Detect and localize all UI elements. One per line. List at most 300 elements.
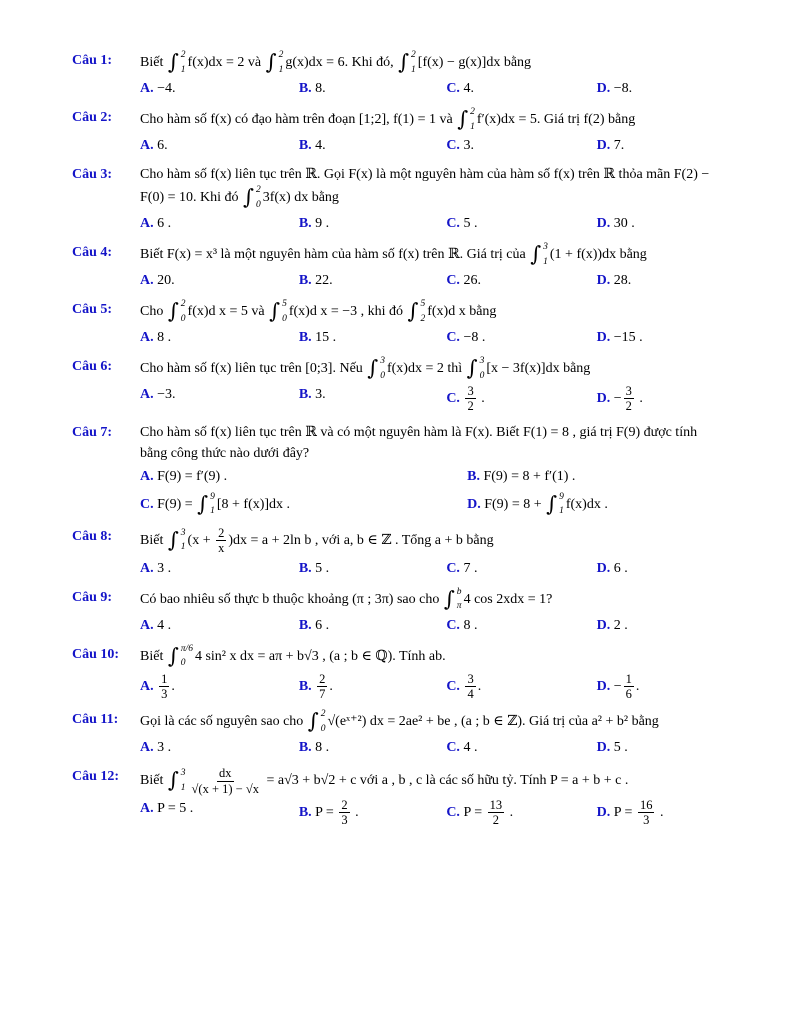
question-text: Biết ∫ 2 1 f(x)dx = 2 và ∫ 2 1 g(x)dx = 6. Khi đó, ∫ 2 1 [f(x) − g(x)]dx bằng <box>140 50 532 75</box>
answer-text: 8 . <box>157 330 172 345</box>
answer-option-b[interactable] <box>299 135 441 156</box>
answer-option-a[interactable] <box>140 213 293 234</box>
fraction <box>638 798 655 828</box>
question-header <box>72 526 724 556</box>
answer-letter: A. <box>140 468 154 484</box>
answer-option-d[interactable] <box>597 384 724 414</box>
answer-text: 2 . <box>613 617 628 633</box>
answer-text: 6. <box>157 138 168 153</box>
integral-sign: ∫ <box>269 299 281 324</box>
answer-letter: D. <box>596 740 611 756</box>
answer-option-a[interactable] <box>140 135 293 156</box>
answer-letter: B. <box>467 468 480 484</box>
fraction <box>488 798 505 828</box>
fraction-denominator: 3 <box>161 686 168 701</box>
answer-option-a[interactable] <box>140 466 461 487</box>
answer-letter: B. <box>298 138 312 153</box>
integral-symbol <box>168 299 187 325</box>
answer-letter: D. <box>596 216 611 231</box>
integral-symbol <box>546 492 565 518</box>
question-label: Câu 7: <box>72 424 113 440</box>
answer-text: − $\frac{3}{2}$ . <box>613 384 643 414</box>
integral-symbol <box>367 356 386 382</box>
answer-text: 8 . <box>315 740 330 756</box>
answer-letter: C. <box>446 678 460 694</box>
question-label: Câu 1: <box>72 53 113 68</box>
integral-symbol <box>408 299 427 325</box>
answer-letter: C. <box>446 273 460 288</box>
integral-sign: ∫ <box>398 50 410 75</box>
question-label: Câu 3: <box>72 167 113 182</box>
integral-sign: ∫ <box>265 50 277 75</box>
question-text: Có bao nhiêu số thực b thuộc khoảng (π ; 3π) sao cho ∫ b π 4 cos 2xdx = 1? <box>140 586 553 611</box>
fraction <box>624 384 634 414</box>
answer-letter: D. <box>596 617 611 633</box>
integral-upper-limit: 2 <box>180 50 186 60</box>
question <box>72 644 724 702</box>
fraction-numerator: 2 <box>218 525 225 540</box>
fraction <box>465 384 475 414</box>
answer-text: $\frac{2}{7}$ . <box>319 671 333 701</box>
integral-lower-limit: 1 <box>559 506 564 517</box>
answer-option-b[interactable] <box>299 78 441 99</box>
answer-option-d[interactable] <box>597 737 724 758</box>
answer-option-d[interactable] <box>467 492 724 518</box>
integral-sign: ∫ <box>167 299 179 324</box>
answer-option-a[interactable] <box>140 384 293 414</box>
answer-text: 3. <box>315 387 326 402</box>
question-label: Câu 6: <box>72 359 113 374</box>
integral-lower-limit: 1 <box>180 64 186 75</box>
answer-letter: A. <box>140 387 154 402</box>
integral-symbol <box>243 185 262 211</box>
answer-text: 7. <box>613 138 625 153</box>
answer-row <box>140 615 724 636</box>
answer-text: 4. <box>463 81 474 96</box>
question-label: Câu 2: <box>72 110 113 125</box>
answer-row <box>140 78 724 99</box>
answer-row <box>140 798 724 828</box>
answer-letter: A. <box>140 678 154 694</box>
fraction-denominator: x <box>218 541 225 556</box>
integral-lower-limit: 1 <box>470 121 475 132</box>
answer-option-c[interactable] <box>446 672 590 702</box>
fraction-denominator: 7 <box>319 686 326 701</box>
question-text: Cho hàm số f(x) có đạo hàm trên đoạn [1;2], f(1) = 1 và ∫ 2 1 f′(x)dx = 5. Giá trị f(2) bằng <box>140 107 636 132</box>
question-header <box>72 356 724 382</box>
answer-letter: A. <box>140 801 154 816</box>
integral-upper-limit: π/6 <box>180 643 193 654</box>
integral-sign: ∫ <box>407 299 419 324</box>
question-header <box>72 242 724 268</box>
integral-sign: ∫ <box>243 185 254 210</box>
integral-lower-limit: 0 <box>380 370 385 381</box>
integral-upper-limit: 3 <box>479 356 485 366</box>
question <box>72 422 724 518</box>
integral-sign: ∫ <box>167 527 179 552</box>
integral-lower-limit: 2 <box>420 313 426 324</box>
answer-letter: A. <box>140 740 154 756</box>
integral-lower-limit: 0 <box>320 723 326 734</box>
fraction-numerator: dx <box>219 766 232 781</box>
fraction <box>190 766 261 796</box>
answer-text: 22. <box>315 273 333 288</box>
answer-letter: D. <box>596 330 611 345</box>
question <box>72 299 724 348</box>
answer-text: −15 . <box>613 330 643 345</box>
integral-lower-limit: 0 <box>180 658 186 668</box>
answer-text: F(9) = f′(9) . <box>157 468 228 484</box>
answer-option-a[interactable] <box>140 270 293 291</box>
integral-upper-limit: 2 <box>180 299 186 309</box>
answer-option-a[interactable] <box>140 78 293 99</box>
answer-text: P = 5 . <box>157 801 194 816</box>
answer-option-c[interactable] <box>446 615 590 636</box>
question-text: Biết ∫ 3 1 $\frac{dx}{√(x + 1) - √x}$ = a√3 + b√2 + c với a , b , c là các số hữu tỷ. Tính P = a + b + c . <box>140 766 629 796</box>
answer-letter: C. <box>446 560 460 576</box>
answer-letter: D. <box>596 138 611 153</box>
answer-letter: C. <box>446 805 460 821</box>
fraction-numerator: 3 <box>467 384 474 398</box>
question-header <box>72 164 724 211</box>
integral-upper-limit: 3 <box>380 356 385 366</box>
fraction <box>339 798 349 828</box>
fraction-denominator: 3 <box>643 813 650 828</box>
answer-option-c[interactable] <box>446 327 590 348</box>
answer-option-b[interactable] <box>299 737 441 758</box>
answer-option-d[interactable] <box>597 558 724 579</box>
integral-sign: ∫ <box>530 242 542 267</box>
answer-option-b[interactable] <box>299 615 441 636</box>
answer-option-a[interactable] <box>140 615 293 636</box>
answer-letter: D. <box>596 678 611 694</box>
answer-option-a[interactable] <box>140 672 293 702</box>
answer-letter: B. <box>298 216 312 231</box>
answer-text: −4. <box>157 81 176 96</box>
answer-letter: B. <box>298 560 312 576</box>
answer-letter: B. <box>298 387 312 402</box>
answer-text: 4. <box>315 138 326 153</box>
question-label: Câu 11: <box>72 712 119 728</box>
fraction <box>624 672 634 702</box>
question <box>72 587 724 636</box>
integral-sign: ∫ <box>307 709 319 734</box>
answer-letter: B. <box>298 678 312 694</box>
integral-sign: ∫ <box>457 107 469 132</box>
answer-option-a[interactable] <box>140 737 293 758</box>
integral-lower-limit: 1 <box>543 256 548 267</box>
answer-option-a[interactable] <box>140 798 293 828</box>
answer-text: 8 . <box>463 617 478 633</box>
answer-letter: A. <box>140 330 154 345</box>
answer-letter: D. <box>596 81 611 96</box>
answer-option-b[interactable] <box>299 327 441 348</box>
question-label: Câu 4: <box>72 245 113 260</box>
answer-text: −8. <box>613 81 633 96</box>
answer-option-b[interactable] <box>299 672 441 702</box>
answer-letter: A. <box>140 138 154 153</box>
answer-option-c[interactable] <box>446 78 590 99</box>
fraction-denominator: 2 <box>492 813 499 828</box>
answer-option-d[interactable] <box>597 327 724 348</box>
answer-letter: A. <box>140 81 154 96</box>
answer-letter: C. <box>446 138 460 153</box>
integral-lower-limit: 1 <box>411 64 416 75</box>
answer-letter: C. <box>446 216 460 231</box>
answer-letter: D. <box>596 805 611 821</box>
integral-upper-limit: 2 <box>255 185 261 195</box>
answer-letter: C. <box>446 81 460 96</box>
fraction <box>159 672 169 702</box>
answer-text: F(9) = 8 + f′(1) . <box>483 468 576 484</box>
question <box>72 50 724 99</box>
question-text: Biết ∫ π/6 0 4 sin² x dx = aπ + b√3 , (a ; b ∈ ℚ). Tính ab. <box>140 643 446 668</box>
answer-option-d[interactable] <box>597 135 724 156</box>
integral-symbol <box>197 492 216 518</box>
answer-row <box>140 135 724 156</box>
integral-upper-limit: b <box>456 586 462 597</box>
answer-option-c[interactable] <box>446 135 590 156</box>
fraction <box>216 526 226 556</box>
answer-letter: A. <box>140 216 154 231</box>
answer-text: F(9) = 8 + ∫ 9 1 f(x)dx . <box>484 491 608 517</box>
answer-text: 3 . <box>157 560 172 576</box>
integral-symbol <box>168 528 187 554</box>
integral-symbol <box>530 242 549 268</box>
answer-row <box>140 737 724 758</box>
answer-option-b[interactable] <box>299 270 441 291</box>
integral-symbol <box>308 709 327 735</box>
question-header <box>72 50 724 76</box>
answer-text: −3. <box>157 387 176 402</box>
question-label: Câu 8: <box>72 528 113 544</box>
fraction-numerator: 3 <box>467 671 474 686</box>
answer-option-c[interactable] <box>446 798 590 828</box>
answer-text: 8. <box>315 81 326 96</box>
question-header <box>72 644 724 670</box>
fraction-numerator: 2 <box>341 798 348 812</box>
answer-row <box>140 384 724 414</box>
question-label: Câu 5: <box>72 302 113 317</box>
integral-upper-limit: 2 <box>320 709 326 720</box>
integral-upper-limit: 2 <box>470 107 475 117</box>
fraction-denominator: 2 <box>467 399 474 414</box>
fraction-numerator: 13 <box>489 798 503 812</box>
answer-option-d[interactable] <box>597 213 724 234</box>
fraction <box>317 672 327 702</box>
answer-option-c[interactable] <box>446 558 590 579</box>
answer-letter: D. <box>596 560 611 576</box>
integral-symbol <box>266 50 285 76</box>
integral-lower-limit: π <box>456 601 462 611</box>
question <box>72 766 724 828</box>
question-header <box>72 587 724 613</box>
answer-text: 5 . <box>463 216 478 231</box>
answer-row <box>140 558 724 579</box>
integral-lower-limit: 1 <box>180 542 186 553</box>
question <box>72 164 724 234</box>
fraction-numerator: 2 <box>319 671 326 686</box>
question-header <box>72 709 724 735</box>
integral-sign: ∫ <box>367 356 379 381</box>
answer-letter: B. <box>298 273 312 288</box>
answer-option-c[interactable] <box>446 270 590 291</box>
answer-option-a[interactable] <box>140 558 293 579</box>
answer-text: 6 . <box>613 560 628 576</box>
answer-text: 20. <box>157 273 175 288</box>
answer-letter: B. <box>298 81 312 96</box>
answer-text: −8 . <box>463 330 486 345</box>
integral-symbol <box>168 644 194 670</box>
answer-text: P = $\frac{13}{2}$ . <box>463 798 514 828</box>
answer-text: 9 . <box>315 216 330 231</box>
integral-upper-limit: 3 <box>543 242 548 252</box>
fraction-numerator: 1 <box>161 671 168 686</box>
answer-letter: B. <box>298 617 312 633</box>
fraction-denominator: √(x + 1) − √x <box>191 781 259 796</box>
fraction <box>465 672 475 702</box>
answer-text: 26. <box>463 273 481 288</box>
answer-letter: B. <box>298 805 312 821</box>
answer-text: 30 . <box>613 216 635 231</box>
question <box>72 526 724 579</box>
answer-option-d[interactable] <box>597 615 724 636</box>
answer-letter: C. <box>140 496 154 512</box>
answer-text: 15 . <box>315 330 337 345</box>
question-label: Câu 10: <box>72 646 120 662</box>
integral-upper-limit: 3 <box>180 527 186 538</box>
integral-sign: ∫ <box>443 586 455 611</box>
answer-text: 6 . <box>157 216 172 231</box>
integral-lower-limit: 0 <box>180 313 186 324</box>
answer-text: − $\frac{1}{6}$ . <box>613 671 640 701</box>
question-label: Câu 12: <box>72 769 120 785</box>
answer-option-d[interactable] <box>597 672 724 702</box>
answer-letter: C. <box>446 617 460 633</box>
question-header <box>72 107 724 133</box>
answer-option-d[interactable] <box>597 78 724 99</box>
answer-row <box>140 672 724 702</box>
answer-text: 5 . <box>315 560 330 576</box>
answer-option-d[interactable] <box>597 270 724 291</box>
question-text: Cho hàm số f(x) liên tục trên ℝ và có một nguyên hàm là F(x). Biết F(1) = 8 , giá trị F(9) được tính bằng công thức nào dưới đây? <box>140 424 698 461</box>
answer-option-b[interactable] <box>299 384 441 414</box>
answer-option-a[interactable] <box>140 327 293 348</box>
answer-text: 6 . <box>315 617 330 633</box>
integral-symbol <box>457 107 476 133</box>
answer-text: F(9) = ∫ 9 1 [8 + f(x)]dx . <box>157 491 291 517</box>
integral-symbol <box>398 50 417 76</box>
integral-lower-limit: 0 <box>282 313 287 324</box>
fraction-numerator: 3 <box>625 384 632 398</box>
integral-symbol <box>168 768 187 794</box>
answer-option-d[interactable] <box>597 798 724 828</box>
answer-letter: C. <box>446 740 460 756</box>
fraction-denominator: 4 <box>467 686 474 701</box>
question-text: Cho hàm số f(x) liên tục trên ℝ. Gọi F(x) là một nguyên hàm của hàm số f(x) trên ℝ thỏa mãn F(2) − F(0) = 10. Khi đó ∫ 2 0 3f(x) dx bằng <box>140 167 710 210</box>
question-text: Gọi là các số nguyên sao cho ∫ 2 0 √(eˣ⁺²) dx = 2ae² + be , (a ; b ∈ ℤ). Giá trị của a² + b² bằng <box>140 709 659 734</box>
answer-row <box>140 213 724 234</box>
question <box>72 356 724 414</box>
integral-sign: ∫ <box>167 768 179 793</box>
answer-letter: D. <box>596 273 611 288</box>
question-text: Cho hàm số f(x) liên tục trên [0;3]. Nếu ∫ 3 0 f(x)dx = 2 thì ∫ 3 0 [x − 3f(x)]dx bằng <box>140 356 591 381</box>
answer-letter: D. <box>596 391 611 407</box>
answer-option-b[interactable] <box>299 213 441 234</box>
answer-text: $\frac{1}{3}$ . <box>161 671 175 701</box>
integral-symbol <box>467 356 486 382</box>
answer-letter: C. <box>446 391 460 407</box>
integral-lower-limit: 1 <box>278 64 284 75</box>
answer-text: 28. <box>613 273 632 288</box>
answer-text: P = $\frac{2}{3}$ . <box>315 798 359 828</box>
question-label: Câu 9: <box>72 589 113 605</box>
answer-text: 5 . <box>613 740 628 756</box>
answer-text: $\frac{3}{4}$ . <box>467 671 482 701</box>
integral-symbol <box>168 50 187 76</box>
fraction-numerator: 1 <box>625 671 632 686</box>
answer-text: 7 . <box>463 560 478 576</box>
question <box>72 709 724 758</box>
question-header <box>72 766 724 796</box>
integral-upper-limit: 2 <box>411 50 416 60</box>
integral-upper-limit: 2 <box>278 50 284 60</box>
question-list <box>72 50 724 828</box>
integral-lower-limit: 0 <box>255 199 261 210</box>
answer-option-c[interactable] <box>446 213 590 234</box>
answer-text: 3. <box>463 138 474 153</box>
integral-lower-limit: 0 <box>479 370 485 381</box>
fraction-denominator: 6 <box>625 686 632 701</box>
question-header <box>72 422 724 464</box>
fraction-denominator: 2 <box>625 399 632 414</box>
question <box>72 107 724 156</box>
answer-letter: B. <box>298 740 312 756</box>
integral-sign: ∫ <box>167 643 179 668</box>
answer-option-b[interactable] <box>299 798 441 828</box>
answer-option-c[interactable] <box>140 492 461 518</box>
answer-option-c[interactable] <box>446 737 590 758</box>
integral-upper-limit: 5 <box>420 299 426 309</box>
answer-text: $\frac{3}{2}$ . <box>467 384 485 414</box>
fraction-numerator: 16 <box>639 798 653 812</box>
integral-sign: ∫ <box>197 491 209 516</box>
question-header <box>72 299 724 325</box>
answer-option-b[interactable] <box>299 558 441 579</box>
answer-option-c[interactable] <box>446 384 590 414</box>
answer-text: 4 . <box>463 740 478 756</box>
question <box>72 242 724 291</box>
integral-lower-limit: 1 <box>210 506 215 517</box>
fraction-denominator: 3 <box>341 813 348 828</box>
question-text: Biết ∫ 3 1 (x + $\frac{2}{x}$ )dx = a + 2ln b , với a, b ∈ ℤ . Tổng a + b bằng <box>140 525 494 556</box>
answer-letter: B. <box>298 330 312 345</box>
integral-upper-limit: 3 <box>180 768 186 779</box>
answer-row <box>140 466 724 518</box>
question-text: Cho ∫ 2 0 f(x)d x = 5 và ∫ 5 0 f(x)d x = −3 , khi đó ∫ 5 2 f(x)d x bằng <box>140 299 497 324</box>
answer-letter: A. <box>140 560 154 576</box>
answer-option-b[interactable] <box>467 466 724 487</box>
integral-lower-limit: 1 <box>180 782 186 793</box>
answer-row <box>140 327 724 348</box>
integral-sign: ∫ <box>167 50 179 75</box>
integral-sign: ∫ <box>546 491 558 516</box>
integral-upper-limit: 5 <box>282 299 287 309</box>
integral-upper-limit: 9 <box>559 491 564 502</box>
integral-symbol <box>269 299 288 325</box>
integral-sign: ∫ <box>466 356 478 381</box>
answer-text: P = $\frac{16}{3}$ . <box>613 798 664 828</box>
